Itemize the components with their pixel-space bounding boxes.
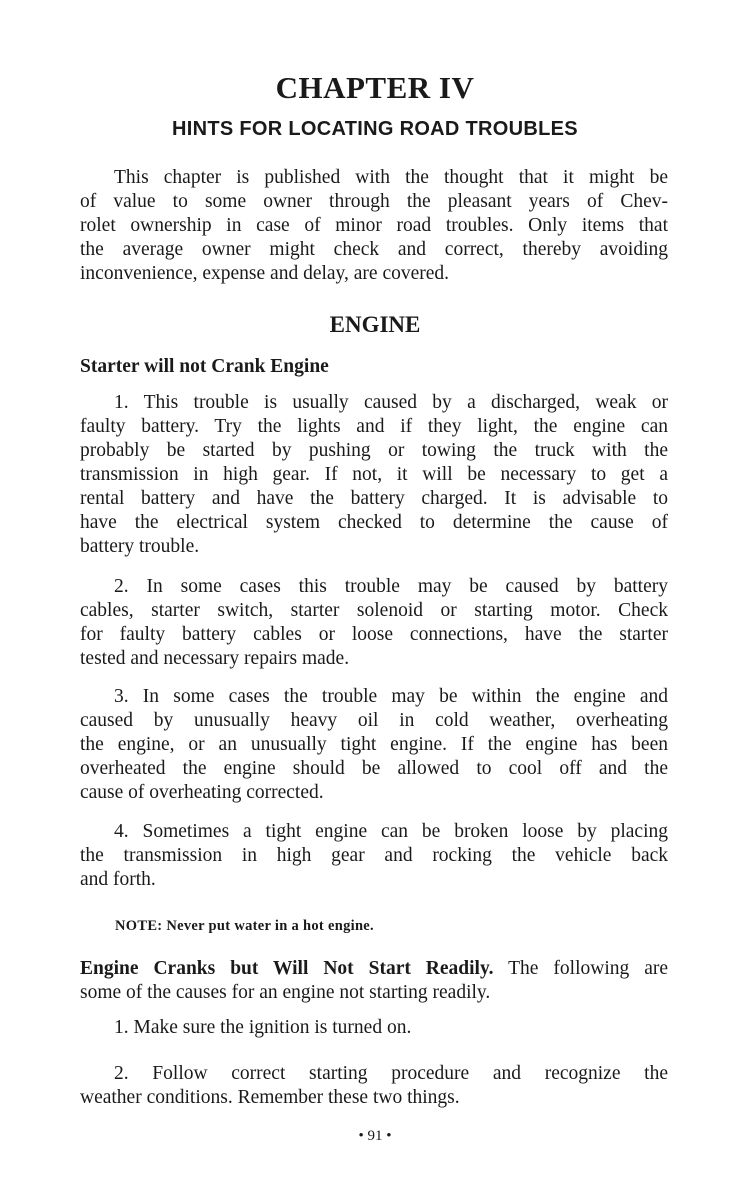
- subsection-heading: Engine Cranks but Will Not Start Readily.: [80, 958, 494, 979]
- text-line: for faulty battery cables or loose connections, have the starter: [80, 624, 668, 645]
- paragraph-3: [80, 685, 668, 805]
- text-line: 3. In some cases the trouble may be within the engine and: [114, 686, 668, 707]
- text-line: transmission in high gear. If not, it will be necessary to get a: [80, 464, 668, 485]
- text-line: 1. This trouble is usually caused by a discharged, weak or: [114, 392, 668, 413]
- text-line: 2. In some cases this trouble may be caused by battery: [114, 576, 668, 597]
- text-line: probably be started by pushing or towing the truck with the: [80, 440, 668, 461]
- paragraph-4: [80, 820, 668, 892]
- text-line: the transmission in high gear and rocking the vehicle back: [80, 845, 668, 866]
- text-line: 1. Make sure the ignition is turned on.: [114, 1017, 412, 1038]
- intro-paragraph: [80, 166, 668, 286]
- paragraph-engine-cranks: [80, 957, 668, 1005]
- text-line: [80, 957, 668, 981]
- text-line: cause of overheating corrected.: [80, 782, 324, 803]
- text-line: the engine, or an unusually tight engine. If the engine has been: [80, 734, 668, 755]
- text-line: rolet ownership in case of minor road troubles. Only items that: [80, 215, 668, 236]
- paragraph-1: [80, 391, 668, 559]
- paragraph-2: [80, 575, 668, 671]
- page-number: • 91 •: [358, 1128, 392, 1144]
- text-line: battery trouble.: [80, 536, 200, 557]
- text-line: overheated the engine should be allowed to cool off and the: [80, 758, 668, 779]
- text-line: 2. Follow correct starting procedure and recognize the: [114, 1063, 668, 1084]
- text-line: and forth.: [80, 869, 156, 890]
- text-line: inconvenience, expense and delay, are covered.: [80, 263, 450, 284]
- text-span: The following are: [508, 958, 668, 979]
- text-line: have the electrical system checked to determine the cause of: [80, 512, 668, 533]
- chapter-title: CHAPTER IV: [275, 70, 475, 105]
- text-line: rental battery and have the battery charged. It is advisable to: [80, 488, 668, 509]
- text-line: 4. Sometimes a tight engine can be broken loose by placing: [114, 821, 668, 842]
- text-line: faulty battery. Try the lights and if they light, the engine can: [80, 416, 668, 437]
- text-line: weather conditions. Remember these two things.: [80, 1087, 460, 1108]
- text-line: tested and necessary repairs made.: [80, 648, 350, 669]
- text-line: the average owner might check and correct, thereby avoiding: [80, 239, 668, 260]
- text-line: some of the causes for an engine not starting readily.: [80, 982, 491, 1003]
- list-item-2: [80, 1062, 668, 1110]
- section-title: ENGINE: [329, 312, 421, 337]
- text-line: cables, starter switch, starter solenoid or starting motor. Check: [80, 600, 668, 621]
- list-item-1: [80, 1016, 668, 1040]
- subsection-heading: Starter will not Crank Engine: [80, 356, 329, 377]
- chapter-subtitle: HINTS FOR LOCATING ROAD TROUBLES: [172, 118, 578, 140]
- text-line: caused by unusually heavy oil in cold weather, overheating: [80, 710, 668, 731]
- note: NOTE: Never put water in a hot engine.: [115, 918, 374, 934]
- text-line: This chapter is published with the thought that it might be: [114, 167, 668, 188]
- text-line: of value to some owner through the pleasant years of Chev-: [80, 191, 668, 212]
